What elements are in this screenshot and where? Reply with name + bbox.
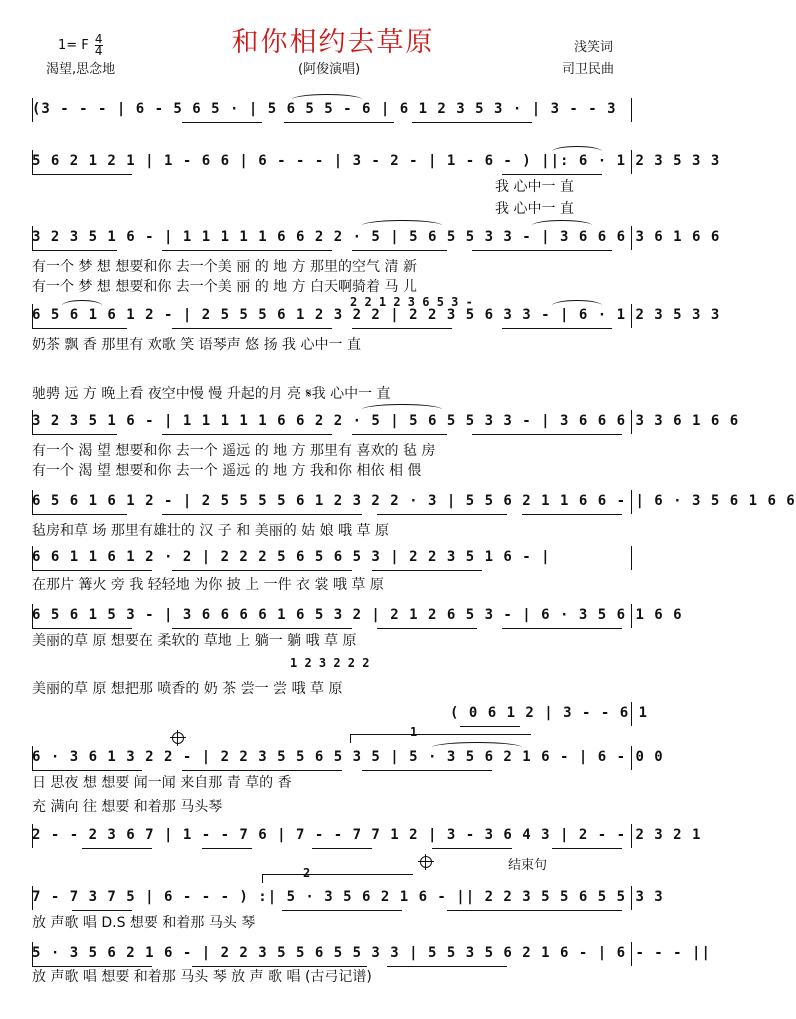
lyric-line: 在那片 篝火 旁 我 轻轻地 为你 披 上 一件 衣 裳 哦 草 原 [32, 577, 384, 593]
composer-credit: 司卫民曲 [562, 62, 615, 77]
volta-number: 1 [410, 725, 418, 739]
notation: 3 2 3 5 1 6 - | 1 1 1 1 1 6 6 2 2 · 5 | 5 6 5 5 3 3 - | 3 6 6 6 3 3 6 1 6 6 [32, 413, 740, 429]
notation: 3 2 3 5 1 6 - | 1 1 1 1 1 6 6 2 2 · 5 | 5 6 5 5 3 3 - | 3 6 6 6 3 6 1 6 6 [32, 229, 721, 245]
notation: 5 6 2 1 2 1 | 1 - 6 6 | 6 - - - | 3 - 2 - | 1 - 6 - ) ||: 6 · 1 2 3 5 3 3 [32, 153, 721, 169]
notation: 6 5 6 1 6 1 2 - | 2 5 5 5 5 6 1 2 3 2 2 · 3 | 5 5 6 2 1 1 6 6 - | 6 · 3 5 6 1 6 6 [32, 493, 796, 509]
time-numerator: 4 [94, 32, 103, 46]
key-label: 1= F [58, 38, 89, 53]
staff-line-3 [32, 220, 721, 254]
staff-line-intro [450, 696, 649, 730]
staff-line-4 [32, 298, 721, 332]
staff-line-6 [32, 484, 796, 518]
tempo-marking: 渴望,思念地 [46, 62, 116, 77]
notation: 6 5 6 1 5 3 - | 3 6 6 6 6 1 6 5 3 2 | 2 1 2 6 5 3 - | 6 · 3 5 6 1 6 6 [32, 607, 683, 623]
lyric-line: 日 思夜 想 想要 闻一闻 来自那 青 草的 香 [32, 775, 292, 791]
upper-notation: 2 2 1 2 3 6 5 3 - [350, 295, 473, 309]
staff-line-7 [32, 540, 632, 574]
staff-line-1 [32, 92, 632, 126]
staff-line-10 [32, 818, 702, 852]
lyric-line: 有一个 梦 想 想要和你 去一个美 丽 的 地 方 白天啊骑着 马 儿 [32, 279, 417, 295]
notation: 6 6 1 1 6 1 2 · 2 | 2 2 2 5 6 5 6 5 3 | 2 2 3 5 1 6 - | [32, 549, 551, 565]
staff-line-2 [32, 144, 721, 178]
upper-notation: 1 2 3 2 2 2 [290, 656, 370, 670]
staff-line-5 [32, 404, 740, 438]
lyric-line: 奶茶 飘 香 那里有 欢歌 笑 语琴声 悠 扬 我 心中一 直 [32, 337, 361, 353]
lyric-line: 我 心中一 直 [495, 179, 574, 195]
notation: 5 · 3 5 6 2 1 6 - | 2 2 3 5 5 6 5 5 3 3 | 5 5 3 5 6 2 1 6 - | 6 - - - || [32, 945, 711, 961]
staff-line-11 [32, 880, 664, 914]
song-title: 和你相约去草原 [231, 27, 435, 58]
ending-section-label: 结束句 [508, 858, 548, 873]
staff-line-8 [32, 598, 683, 632]
lyric-line: 充 满向 往 想要 和着那 马头琴 [32, 799, 223, 815]
key-signature [58, 34, 103, 57]
coda-icon [420, 856, 432, 868]
notation: 6 · 3 6 1 3 2 2 - | 2 2 3 5 5 6 5 3 5 | 5 · 3 5 6 2 1 6 - | 6 - 0 0 [32, 749, 664, 765]
time-denominator: 4 [94, 44, 103, 58]
notation: 2 - - 2 3 6 7 | 1 - - 7 6 | 7 - - 7 7 1 2 | 3 - 3 6 4 3 | 2 - - 2 3 2 1 [32, 827, 702, 843]
staff-line-9 [32, 740, 664, 774]
lyric-line: 放 声歌 唱 D.S 想要 和着那 马头 琴 [32, 915, 256, 931]
staff-line-12 [32, 936, 711, 970]
lyric-line: 有一个 渴 望 想要和你 去一个 遥远 的 地 方 那里有 喜欢的 毡 房 [32, 443, 436, 459]
lyric-line: 放 声歌 唱 想要 和着那 马头 琴 放 声 歌 唱 (古弓记谱) [32, 969, 372, 985]
lyric-line: 有一个 渴 望 想要和你 去一个 遥远 的 地 方 我和你 相依 相 偎 [32, 463, 422, 479]
lyricist-credit: 浅笑词 [574, 40, 614, 55]
lyric-line: 毡房和草 场 那里有雄壮的 汉 子 和 美丽的 姑 娘 哦 草 原 [32, 523, 389, 539]
notation: (3 - - - | 6 - 5 6 5 · | 5 6 5 5 - 6 | 6 1 2 3 5 3 · | 3 - - 3 [32, 101, 617, 117]
notation: 6 5 6 1 6 1 2 - | 2 5 5 5 6 1 2 3 2 2 | 2 2 3 5 6 3 3 - | 6 · 1 2 3 5 3 3 [32, 307, 721, 323]
singer-credit: (阿俊演唱) [298, 62, 361, 77]
notation: ( 0 6 1 2 | 3 - - 6 1 [450, 705, 649, 721]
lyric-line: 驰骋 远 方 晚上看 夜空中慢 慢 升起的月 亮 𝄋我 心中一 直 [32, 386, 391, 402]
lyric-line: 美丽的草 原 想把那 喷香的 奶 茶 尝一 尝 哦 草 原 [32, 681, 343, 697]
lyric-line: 有一个 梦 想 想要和你 去一个美 丽 的 地 方 那里的空气 清 新 [32, 259, 417, 275]
lyric-line: 我 心中一 直 [495, 201, 574, 217]
lyric-line: 美丽的草 原 想要在 柔软的 草地 上 躺一 躺 哦 草 原 [32, 633, 357, 649]
volta-number: 2 [303, 866, 311, 880]
notation: 7 - 7 3 7 5 | 6 - - - ) :| 5 · 3 5 6 2 1 6 - || 2 2 3 5 5 6 5 5 3 3 [32, 889, 664, 905]
time-signature [95, 34, 103, 57]
